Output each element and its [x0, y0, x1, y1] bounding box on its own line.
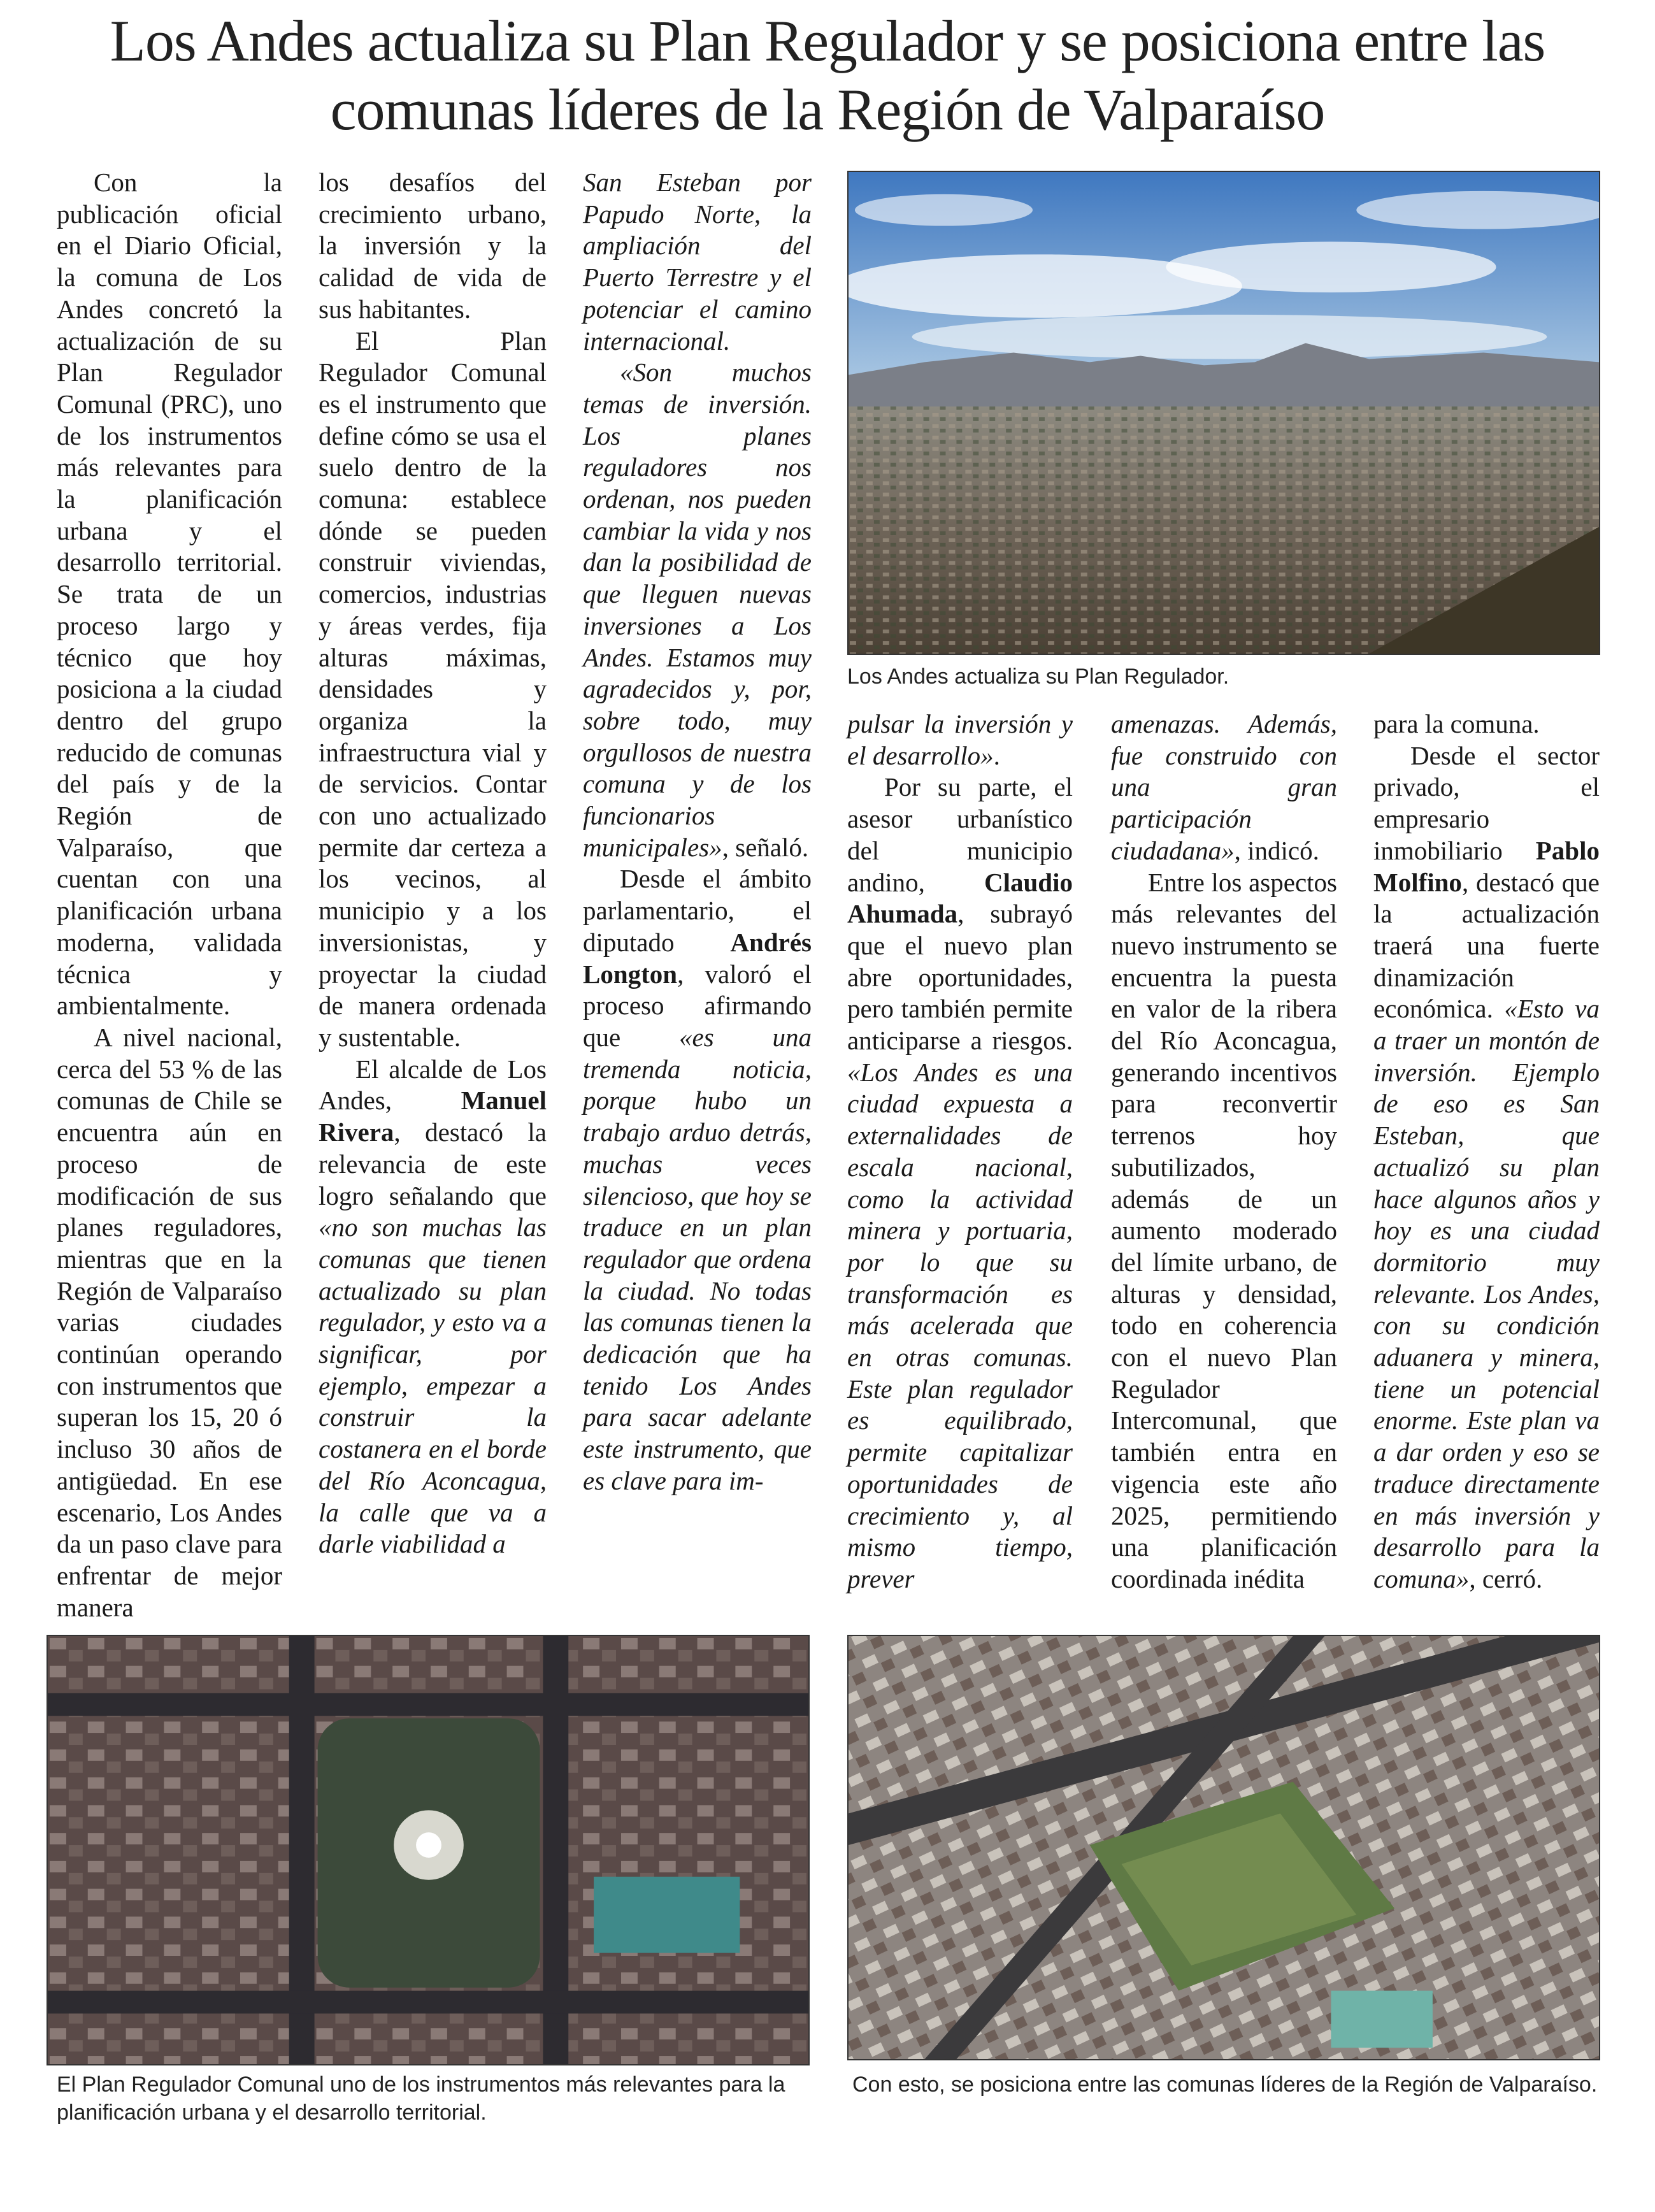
- quote-text: «no son muchas las comunas que tienen actualizado su plan regulador, y esto va a significar, por ejemplo, empezar a construir la costanera en el borde del Río Aconcagua, la calle que va a darle viabilidad a: [319, 1212, 547, 1559]
- article-paragraph: [583, 863, 812, 1497]
- article-column-1: [57, 167, 282, 1623]
- article-paragraph: [583, 357, 812, 863]
- photo-caption-top: Los Andes actualiza su Plan Regulador.: [847, 664, 1229, 689]
- body-text: Con la publicación oficial en el Diario Oficial, la comuna de Los Andes concretó la actualización de su Plan Regulador Comunal (PRC), uno de los instrumentos más relevantes para la planificación urbana y el desarrollo territorial. Se trata de un proceso largo y técnico que hoy posiciona a la ciudad dentro del grupo reducido de comunas del país y de la Región de Valparaíso, que cuentan con una planificación urbana moderna, validada técnica y ambientalmente.: [57, 168, 282, 1021]
- body-text: , señaló.: [722, 832, 809, 862]
- body-text: Desde el ámbito parlamentario, el diputado: [583, 864, 812, 957]
- body-text: , cerró.: [1469, 1563, 1543, 1593]
- photo-plaza-night-aerial: [47, 1635, 810, 2065]
- article-paragraph: [847, 708, 1073, 772]
- quote-text: amenazas. Además, fue construido con una gran participación ciudadana»: [1111, 709, 1337, 865]
- article-paragraph: [847, 772, 1073, 1595]
- photo-city-panorama: [847, 171, 1600, 655]
- person-name: Manuel Rivera: [319, 1086, 547, 1147]
- body-text: Desde el sector privado, el empresario inmobiliario: [1373, 740, 1600, 865]
- body-text: El Plan Regulador Comunal es el instrumento que define cómo se usa el suelo dentro de la comuna: establece dónde se pueden construir viviendas, comercios, industrias y áreas verdes, fija alturas máximas, densidades y organiza la infraestructura vial y de servicios. Contar con uno actualizado permite dar certeza a los vecinos, al municipio y a los inversionistas, y proyectar la ciudad de manera ordenada y sustentable.: [319, 326, 547, 1052]
- article-paragraph: [319, 326, 547, 1054]
- article-paragraph: [319, 167, 547, 326]
- article-paragraph: [1111, 708, 1337, 867]
- body-text: .: [993, 740, 1000, 770]
- photo-plaza-day-aerial: [847, 1635, 1600, 2060]
- body-text: Entre los aspectos más relevantes del nuevo instrumento se encuentra la puesta en valor de la ribera del Río Aconcagua, generando incentivos para reconvertir terrenos hoy subutilizados, además de un aumento moderado del límite urbano, de alturas y densidad, todo en coherencia con el nuevo Plan Regulador Intercomunal, que también entra en vigencia este año 2025, permitiendo una planificación coordinada inédita: [1111, 867, 1337, 1593]
- article-paragraph: [1111, 867, 1337, 1595]
- article-paragraph: [319, 1054, 547, 1560]
- body-text: El alcalde de Los Andes,: [319, 1054, 547, 1116]
- article-column-2: [319, 167, 547, 1560]
- body-text: A nivel nacional, cerca del 53 % de las comunas de Chile se encuentra aún en proceso de modificación de sus planes reguladores, mientras que en la Región de Valparaíso varias ciudades continúan operando con instrumentos que superan los 15, 20 ó incluso 30 años de antigüedad. En ese escenario, Los Andes da un paso clave para enfrentar de mejor manera: [57, 1022, 282, 1622]
- article-column-4: [847, 708, 1073, 1595]
- quote-text: «es una tremenda noticia, porque hubo un trabajo arduo detrás, muchas veces silencioso, que hoy se traduce en un plan regulador que ordena la ciudad. No todas las comunas tienen la dedicación que ha tenido Los Andes para sacar adelante este instrumento, que es clave para im-: [583, 1022, 812, 1495]
- body-text: , destacó la relevancia de este logro señalando que: [319, 1117, 547, 1210]
- article-paragraph: [57, 167, 282, 1022]
- quote-text: «Son muchos temas de inversión. Los planes reguladores nos ordenan, nos pueden cambiar la vida y nos dan la posibilidad de que lleguen nuevas inversiones a Los Andes. Estamos muy agradecidos y, por, sobre todo, muy orgullosos de nuestra comuna y de los funcionarios municipales»: [583, 357, 812, 862]
- body-text: , subrayó que el nuevo plan abre oportunidades, pero también permite anticiparse a riesgos.: [847, 899, 1073, 1056]
- photo-caption-bottom-left: El Plan Regulador Comunal uno de los instrumentos más relevantes para la planificación urbana y el desarrollo territorial.: [57, 2072, 785, 2125]
- body-text: los desafíos del crecimiento urbano, la inversión y la calidad de vida de sus habitantes.: [319, 168, 547, 324]
- article-column-6: [1373, 708, 1600, 1595]
- photo-caption-bottom-right: Con esto, se posiciona entre las comunas líderes de la Región de Valparaíso.: [852, 2072, 1598, 2097]
- person-name: Claudio Ahumada: [847, 867, 1073, 929]
- body-text: , valoró el proceso afirmando que: [583, 959, 812, 1052]
- body-text: , destacó que la actualización traerá una fuerte dinamización económica.: [1373, 867, 1600, 1024]
- article-paragraph: [1373, 740, 1600, 1595]
- article-paragraph: [57, 1022, 282, 1623]
- article-paragraph: [1373, 708, 1600, 740]
- quote-text: San Esteban por Papudo Norte, la ampliación del Puerto Terrestre y el potenciar el camino internacional.: [583, 168, 812, 356]
- person-name: Pablo Molfino: [1373, 835, 1600, 897]
- article-paragraph: [583, 167, 812, 357]
- article-column-3: [583, 167, 812, 1497]
- body-text: para la comuna.: [1373, 709, 1540, 738]
- body-text: , indicó.: [1234, 835, 1319, 865]
- person-name: Andrés Longton: [583, 927, 812, 989]
- quote-text: «Los Andes es una ciudad expuesta a externalidades de escala nacional, como la actividad minera y portuaria, por lo que su transformación es más acelerada que en otras comunas. Este plan regulador es equilibrado, permite capitalizar oportunidades de crecimiento y, al mismo tiempo, prever: [847, 1057, 1073, 1593]
- article-column-5: [1111, 708, 1337, 1595]
- body-text: Por su parte, el asesor urbanístico del municipio andino,: [847, 772, 1073, 897]
- quote-text: «Esto va a traer un montón de inversión. Ejemplo de eso es San Esteban, que actualizó su plan hace algunos años y hoy es una ciudad dormitorio muy relevante. Los Andes, con su condición aduanera y minera, tiene un potencial enorme. Este plan va a dar orden y eso se traduce directamente en más inversión y desarrollo para la comuna»: [1373, 994, 1600, 1593]
- headline: Los Andes actualiza su Plan Regulador y se posiciona entre las comunas líderes de la Región de Valparaíso: [110, 8, 1545, 142]
- quote-text: pulsar la inversión y el desarrollo»: [847, 709, 1073, 770]
